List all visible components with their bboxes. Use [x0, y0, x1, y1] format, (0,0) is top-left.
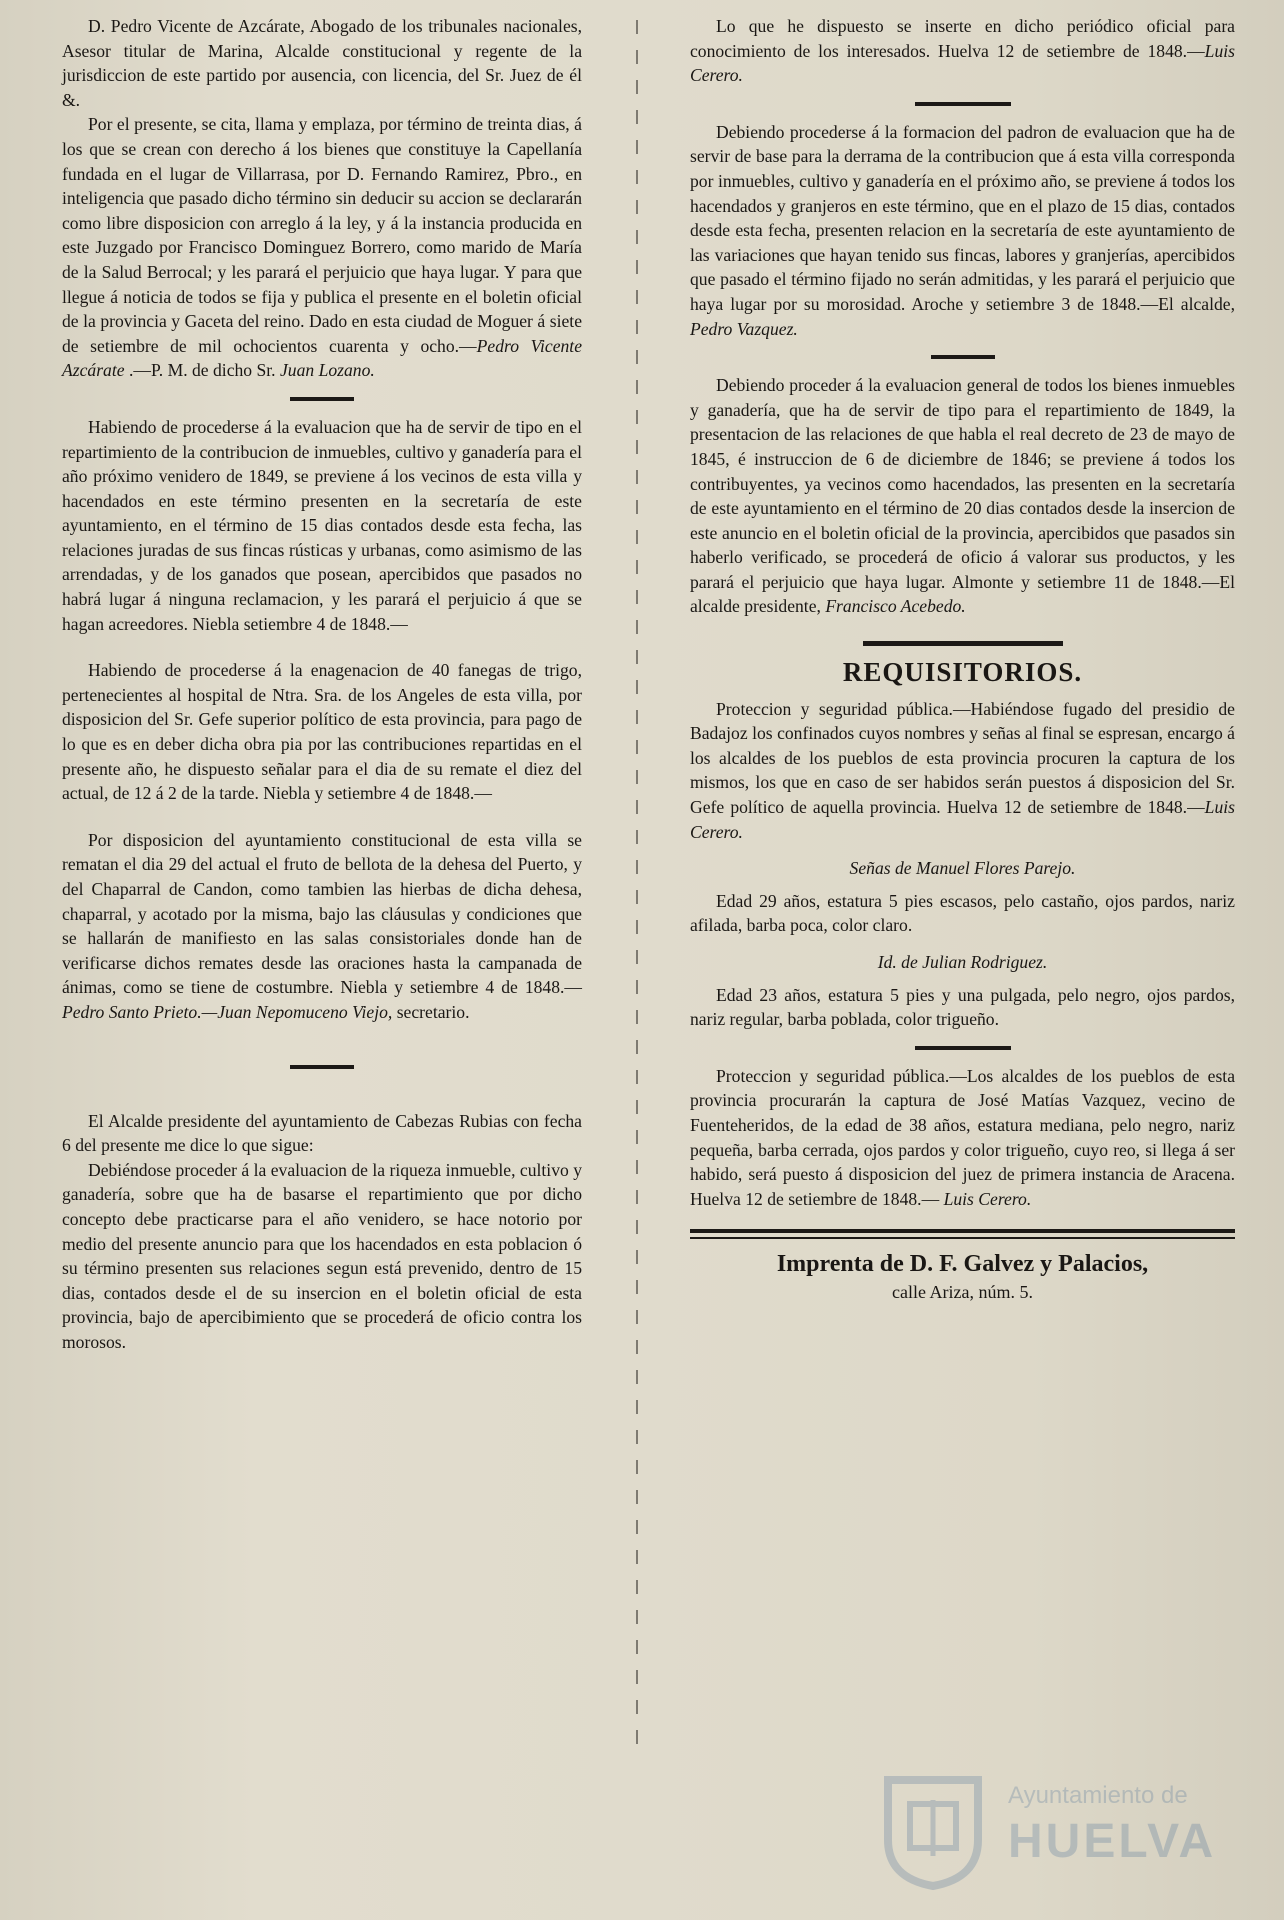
signature-vazquez: Pedro Vazquez. [690, 318, 798, 339]
notice-insert-text: Lo que he dispuesto se inserte en dicho periódico oficial para conocimiento de los interesados. Huelva 12 de setiembre de 1848.— [690, 16, 1235, 61]
notice-niebla-bellota [62, 828, 582, 1025]
section-rule [915, 1046, 1011, 1050]
notice-cabezas-rubias-body: Debiéndose proceder á la evaluacion de la riqueza inmueble, cultivo y ganadería, sobre que ha de basarse el repartimiento que por dicho concepto debe practicarse para el año venidero, se hace notorio por medio del presente anuncio para que los hacendados en esta poblacion ó su término presenten sus relaciones segun está prevenido, dentro de 15 dias, contados desde el de su insercion en el boletin oficial de esta provincia, bajo de apercibimiento que se procederá de oficio contra los morosos. [62, 1159, 582, 1352]
watermark-ayuntamiento-huelva [878, 1770, 1238, 1890]
section-heading-requisitorios: REQUISITORIOS. [842, 657, 1083, 688]
watermark-line1: Ayuntamiento de [1008, 1782, 1188, 1809]
notice-azcarate-body [62, 112, 582, 383]
column-divider [636, 20, 638, 1760]
description-rodriguez: Edad 23 años, estatura 5 pies y una pulgada, pelo negro, ojos pardos, nariz regular, barba poblada, color trigueño. [690, 984, 1235, 1030]
signature-acebedo: Francisco Acebedo. [825, 596, 966, 617]
imprint-address: calle Ariza, núm. 5. [892, 1282, 1033, 1303]
watermark-line2: HUELVA [1008, 1815, 1217, 1868]
notice-azcarate-mid: .—P. M. de dicho Sr. [124, 360, 280, 381]
right-column [690, 14, 1235, 1305]
signature-cerero: Luis Cerero. [690, 40, 1235, 86]
signature-prieto-viejo: Pedro Santo Prieto.—Juan Nepomuceno Viejo, [62, 1001, 393, 1022]
signature-azcarate: Pedro Vicente Azcárate [62, 335, 583, 381]
signature-cerero: Luis Cerero. [943, 1188, 1032, 1209]
senas-flores: Señas de Manuel Flores Parejo. [849, 858, 1076, 879]
description-flores: Edad 29 años, estatura 5 pies escasos, pelo castaño, ojos pardos, nariz afilada, barba poca, color claro. [690, 890, 1235, 936]
senas-rodriguez: Id. de Julian Rodriguez. [877, 952, 1048, 972]
imprint-line: Imprenta de D. F. Galvez y Palacios, [776, 1251, 1149, 1278]
notice-vazquez-captura [690, 1064, 1235, 1212]
notice-aroche-text: Debiendo procederse á la formacion del padron de evaluacion que ha de servir de base para la derrama de la contribucion que á esta villa corresponda por inmuebles, cultivo y ganadería en el próximo año, se previene á todos los hacendados y granjeros en este término, que en el plazo de 15 dias, contados desde esta fecha, presenten relacion en la secretaría de este ayuntamiento de las variaciones que hayan tenido sus fincas, labores y granjerías, apercibidos que pasado el término fijado no serán admitidas, y les parará el perjuicio que haya lugar por su morosidad. Aroche y setiembre 3 de 1848.—El alcalde, [690, 121, 1235, 314]
notice-cabezas-rubias-intro: El Alcalde presidente del ayuntamiento de Cabezas Rubias con fecha 6 del presente me dice lo que sigue: [62, 1110, 582, 1156]
huelva-coat-of-arms-icon [878, 1770, 988, 1890]
notice-huelva-insert [690, 14, 1235, 88]
left-column [62, 14, 582, 1355]
notice-bellota-end: secretario. [392, 1001, 470, 1022]
notice-almonte [690, 373, 1235, 619]
notice-captura-text: Proteccion y seguridad pública.—Los alcaldes de los pueblos de esta provincia procurarán la captura de José Matías Vazquez, vecino de Fuenteheridos, de la edad de 38 años, estatura mediana, pelo negro, nariz pequeña, barba cerrada, ojos pardos y color trigueño, cuyo reo, si llega á ser habido, será puesto á disposicion del juez de primera instancia de Aracena. Huelva 12 de setiembre de 1848.— [690, 1065, 1235, 1209]
section-rule [290, 1065, 354, 1069]
notice-niebla-trigo: Habiendo de procederse á la enagenacion de 40 fanegas de trigo, pertenecientes al hospital de Ntra. Sra. de los Angeles de esta villa, por disposicion del Sr. Gefe superior político de esta provincia, para pago de lo que es en deber dicha obra pia por las contribuciones repartidas en el presente año, he dispuesto señalar para el dia de su remate el diez del actual, de 12 á 2 de la tarde. Niebla y setiembre 4 de 1848.— [62, 660, 582, 804]
signature-cerero: Luis Cerero. [690, 797, 1235, 842]
notice-bellota-text: Por disposicion del ayuntamiento constitucional de esta villa se rematan el dia 29 del actual el fruto de bellota de la dehesa del Puerto, y del Chaparral de Candon, como tambien las hierbas de dicha dehesa, chaparral, y acotado por la misma, bajo las cláusulas y condiciones que se hallarán de manifiesto en las salas consistoriales donde han de verificarse dichos remates desde las oraciones hasta la campanada de ánimas, como se tiene de costumbre. Niebla y setiembre 4 de 1848.— [62, 829, 582, 998]
notice-badajoz-text: Proteccion y seguridad pública.—Habiéndose fugado del presidio de Badajoz los confinados cuyos nombres y señas al final se espresan, encargo á los alcaldes de los pueblos de esta provincia procuren la captura de los mismos, los que en caso de ser habidos serán puestos á disposicion del Sr. Gefe político de aquella provincia. Huelva 12 de setiembre de 1848.— [690, 698, 1235, 818]
signature-lozano: Juan Lozano. [279, 360, 375, 381]
section-rule [915, 102, 1011, 106]
section-rule [931, 355, 995, 359]
notice-aroche [690, 120, 1235, 341]
notice-badajoz-fugados [690, 697, 1235, 845]
imprint-rule-thin [690, 1237, 1235, 1239]
notice-almonte-text: Debiendo proceder á la evaluacion general de todos los bienes inmuebles y ganadería, que ha de servir de tipo para el repartimiento de 1849, la presentacion de las relaciones de que habla el real decreto de 23 de mayo de 1845, é instruccion de 6 de diciembre de 1846; se previene á todos los contribuyentes, ya vecinos como hacendados, las presenten en la secretaría de este ayuntamiento en el término de 20 dias contados desde la insercion de este anuncio en el boletin oficial de la provincia, apercibidos que pasados sin haberlo verificado, se procederá de oficio á valorar sus productos, y les parará el perjuicio que haya lugar. Almonte y setiembre 11 de 1848.—El alcalde presidente, [690, 375, 1235, 617]
notice-niebla-evaluacion: Habiendo de procederse á la evaluacion que ha de servir de tipo en el repartimiento de la contribucion de inmuebles, cultivo y ganadería para el año próximo venidero de 1849, se previene á los vecinos de esta villa y hacendados en este término presenten en la secretaría de este ayuntamiento, en el término de 15 dias contados desde esta fecha, las relaciones juradas de sus fincas rústicas y urbanas, como asimismo de las arrendadas, y de los ganados que posean, apercibidos que pasados no habrá lugar á ninguna reclamacion, y les parará el perjuicio á que se hagan acreedores. Niebla setiembre 4 de 1848.— [62, 416, 582, 634]
notice-azcarate-text: Por el presente, se cita, llama y emplaza, por término de treinta dias, á los que se crean con derecho á los bienes que constituye la Capellanía fundada en el lugar de Villarrasa, por D. Fernando Ramirez, Pbro., en inteligencia que pasado dicho término sin deducir su accion se declararán como libre disposicion con arreglo á la ley, y á la instancia producida en este Juzgado por Francisco Dominguez Borrero, como marido de María de la Salud Berrocal; y les parará el perjuicio que haya lugar. Y para que llegue á noticia de todos se fija y publica el presente en el boletin oficial de la provincia y Gaceta del reino. Dado en esta ciudad de Moguer á siete de setiembre de mil ochocientos cuarenta y ocho.— [62, 114, 582, 356]
imprint-rule [690, 1229, 1235, 1233]
section-rule [290, 397, 354, 401]
section-rule-double [863, 641, 1063, 646]
notice-azcarate-header: D. Pedro Vicente de Azcárate, Abogado de los tribunales nacionales, Asesor titular de Marina, Alcalde constitucional y regente de la jurisdiccion de este partido por ausencia, con licencia, del Sr. Juez de él &. [62, 16, 582, 110]
